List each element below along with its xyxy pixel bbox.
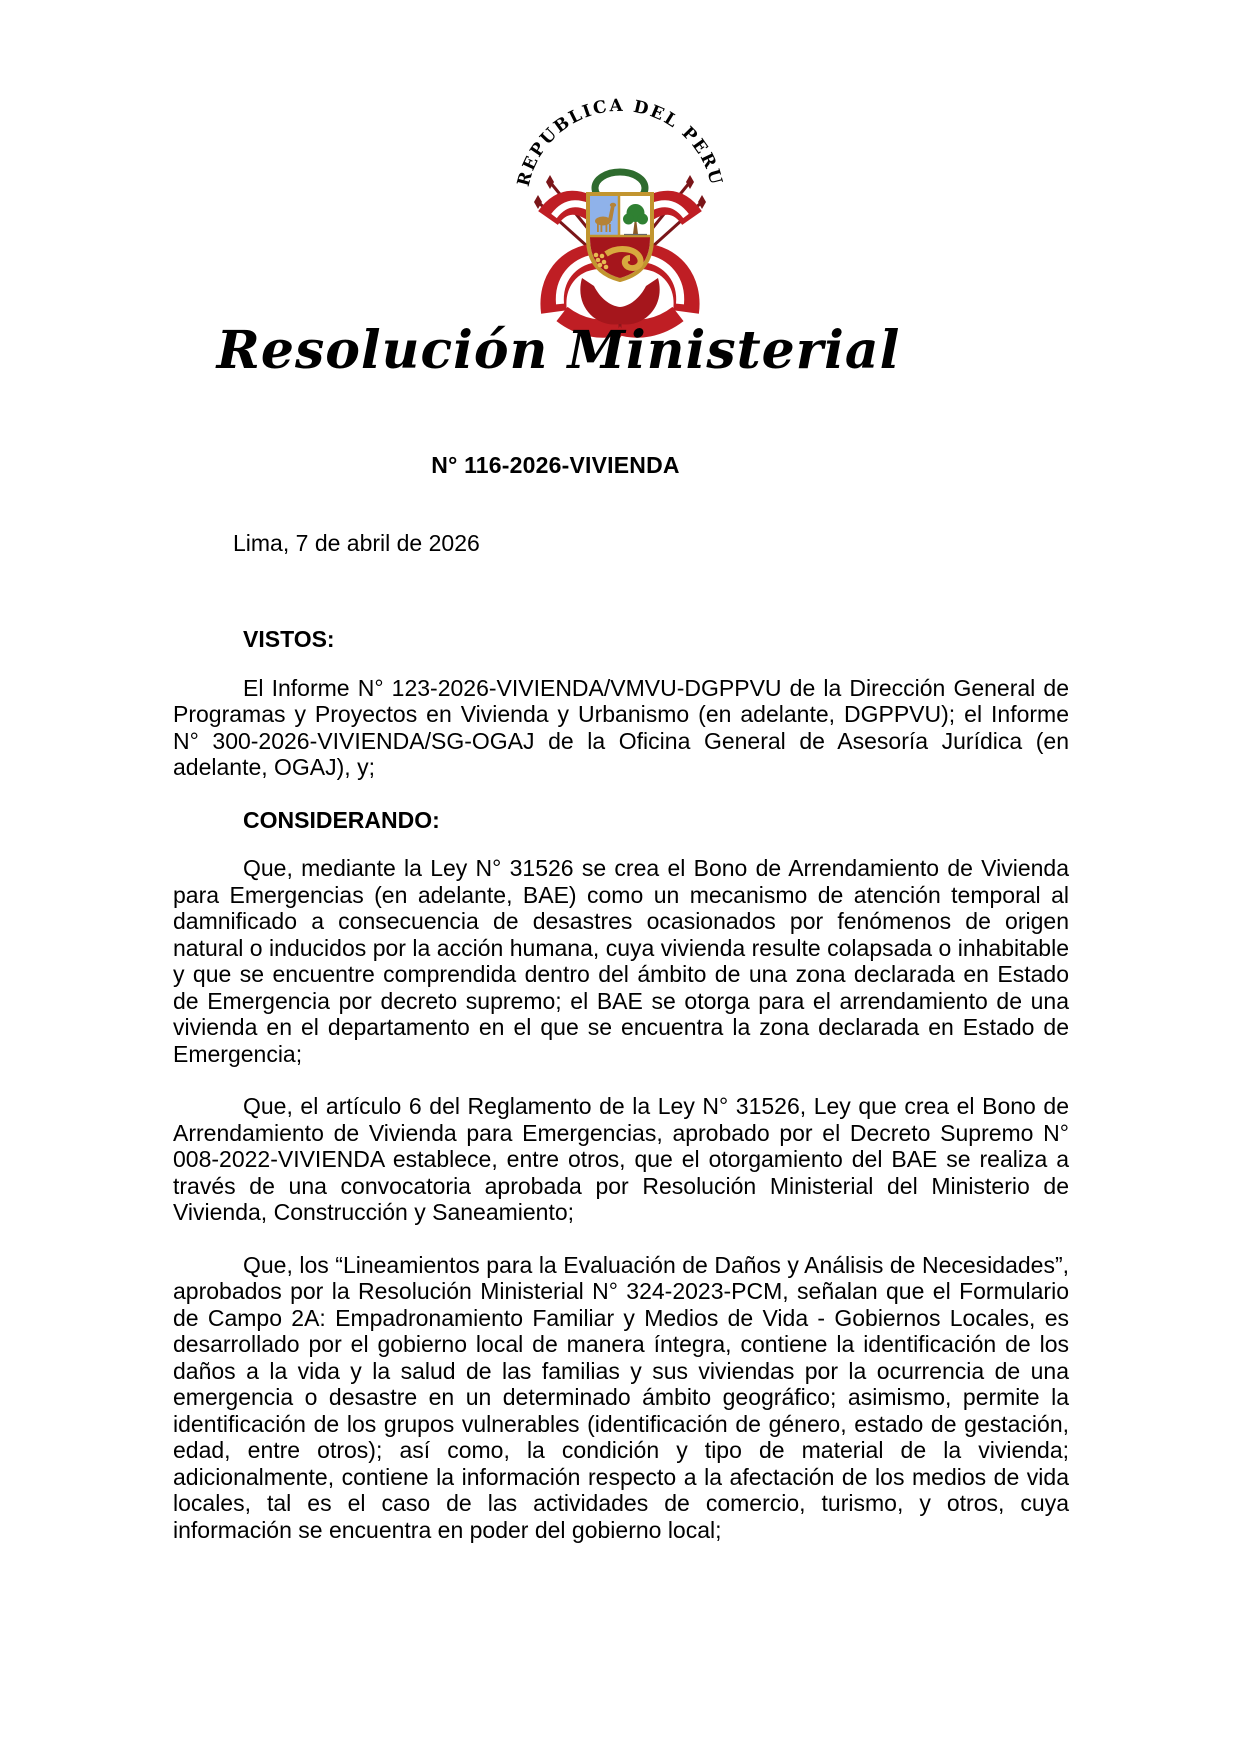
date-line: Lima, 7 de abril de 2026 xyxy=(233,530,480,556)
shield-icon xyxy=(588,194,652,280)
peru-coat-of-arms xyxy=(510,86,730,338)
paragraph-considerando-2: Que, el artículo 6 del Reglamento de la Ley N° 31526, Ley que crea el Bono de Arrendamiento de Vivienda para Emergencias, aprobado por el Decreto Supremo N° 008-2022-VIVIENDA establece, entre otros, que el otorgamiento del BAE se realiza a través de una convocatoria aprobada por Resolución Ministerial del Ministerio de Vivienda, Construcción y Saneamiento; xyxy=(173,1093,1069,1225)
paragraph-considerando-1: Que, mediante la Ley N° 31526 se crea el Bono de Arrendamiento de Vivienda para Emergencias (en adelante, BAE) como un mecanismo de atención temporal al damnificado a consecuencia de desastres ocasionados por fenómenos de origen natural o inducidos por la acción humana, cuya vivienda resulte colapsada o inhabitable y que se encuentre comprendida dentro del ámbito de una zona declarada en Estado de Emergencia por decreto supremo; el BAE se otorga para el arrendamiento de una vivienda en el departamento en el que se encuentra la zona declarada en Estado de Emergencia; xyxy=(173,855,1069,1067)
paragraph-vistos: El Informe N° 123-2026-VIVIENDA/VMVU-DGPPVU de la Dirección General de Programas y Proyectos en Vivienda y Urbanismo (en adelante, DGPPVU); el Informe N° 300-2026-VIVIENDA/SG-OGAJ de la Oficina General de Asesoría Jurídica (en adelante, OGAJ), y; xyxy=(173,674,1069,780)
paragraph-considerando-3: Que, los “Lineamientos para la Evaluación de Daños y Análisis de Necesidades”, aprobados por la Resolución Ministerial N° 324-2023-PCM, señalan que el Formulario de Campo 2A: Empadronamiento Familiar y Medios de Vida - Gobiernos Locales, es desarrollado por el gobierno local de manera íntegra, contiene la identificación de los daños a la vida y la salud de las familias y sus viviendas por la ocurrencia de una emergencia o desastre en un determinado ámbito geográfico; asimismo, permite la identificación de los grupos vulnerables (identificación de género, estado de gestación, edad, entre otros); así como, la condición y tipo de material de la vivienda; adicionalmente, contiene la información respecto a la afectación de los medios de vida locales, tal es el caso de las actividades de comercio, turismo, y otros, cuya información se encuentra en poder del gobierno local; xyxy=(173,1251,1069,1543)
arc-text: REPUBLICA DEL PERU xyxy=(513,95,727,189)
section-heading-considerando: CONSIDERANDO: xyxy=(243,806,440,833)
document-title: Resolución Ministerial xyxy=(216,320,901,381)
resolution-number: N° 116-2026-VIVIENDA xyxy=(431,452,680,478)
section-heading-vistos: VISTOS: xyxy=(243,626,335,652)
document-body xyxy=(173,626,1069,1569)
